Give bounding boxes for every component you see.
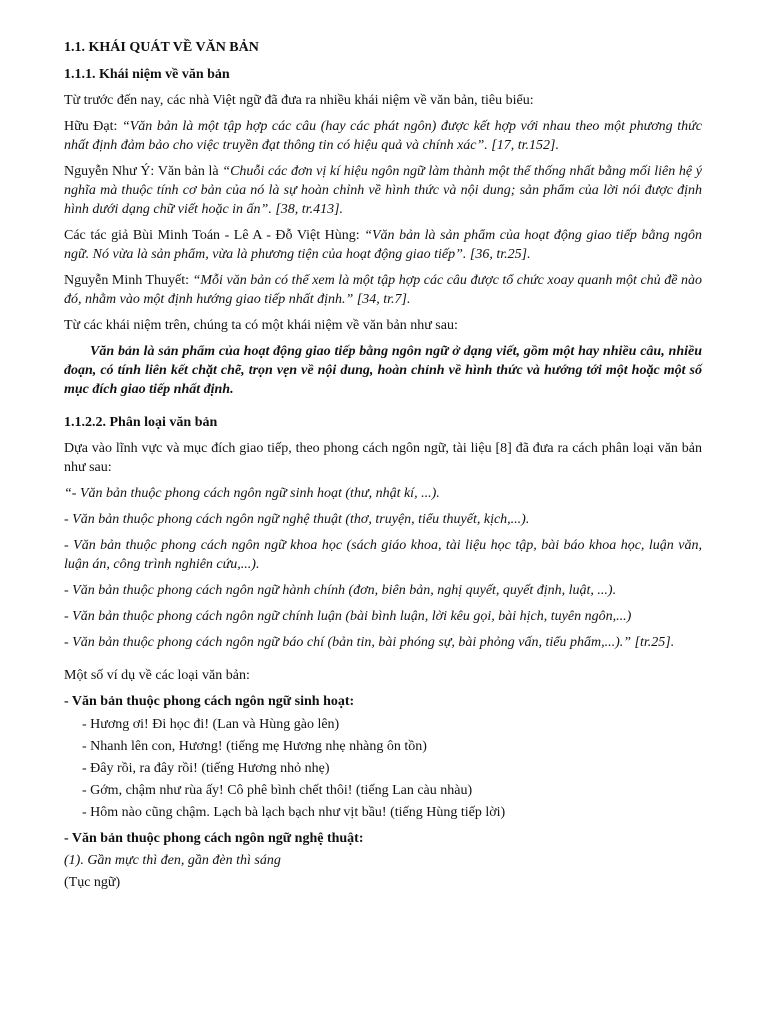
definition-quote: “Chuỗi các đơn vị kí hiệu ngôn ngữ làm thành một thể thống nhất bằng mối liên hệ ý nghĩa mà thuộc tính cơ bản của nó là sự hoàn chỉnh về hình thức và nội dung; sản phẩm của lời nói được định hình dưới dạng chữ viết hoặc in ấn”. [38, tr.413].	[64, 164, 702, 217]
definition-author: Hữu Đạt:	[64, 119, 122, 134]
type-item: - Văn bản thuộc phong cách ngôn ngữ nghệ thuật (thơ, truyện, tiểu thuyết, kịch,...).	[64, 512, 530, 527]
proverb-source: (Tục ngữ)	[64, 875, 121, 890]
subsection-heading-classification: 1.1.2.2. Phân loại văn bản	[64, 415, 218, 430]
definition-author: Nguyễn Minh Thuyết:	[64, 273, 193, 288]
dialogue-line: - Đây rồi, ra đây rồi! (tiếng Hương nhỏ nhẹ)	[82, 761, 330, 776]
type-item: - Văn bản thuộc phong cách ngôn ngữ khoa học (sách giáo khoa, tài liệu học tập, bài báo khoa học, luận văn, luận án, công trình nghiên cứu,...).	[64, 538, 702, 572]
summary-definition: Văn bản là sản phẩm của hoạt động giao tiếp bằng ngôn ngữ ở dạng viết, gồm một hay nhiều câu, nhiều đoạn, có tính liên kết chặt chẽ, trọn vẹn về nội dung, hoàn chỉnh về hình thức và hướng tới một hoặc một số mục đích giao tiếp nhất định.	[64, 344, 702, 397]
definition-huu-dat	[64, 117, 702, 155]
classification-intro: Dựa vào lĩnh vực và mục đích giao tiếp, theo phong cách ngôn ngữ, tài liệu [8] đã đưa ra cách phân loại văn bản như sau:	[64, 441, 702, 475]
examples-intro: Một số ví dụ về các loại văn bản:	[64, 668, 250, 683]
definition-quote: “Văn bản là sản phẩm của hoạt động giao tiếp bằng ngôn ngữ. Nó vừa là sản phẩm, vừa là phương tiện của hoạt động giao tiếp”. [36, tr.25].	[64, 228, 703, 262]
section-heading: 1.1. KHÁI QUÁT VỀ VĂN BẢN	[64, 40, 259, 55]
definition-quote: “Mỗi văn bản có thể xem là một tập hợp các câu được tổ chức xoay quanh một chủ đề nào đó, nhằm vào một định hướng giao tiếp nhất định.” [34, tr.7].	[64, 273, 702, 307]
dialogue-line: - Hương ơi! Đi học đi! (Lan và Hùng gào lên)	[82, 717, 340, 732]
type-item: - Văn bản thuộc phong cách ngôn ngữ hành chính (đơn, biên bản, nghị quyết, quyết định, luật, ...).	[64, 583, 617, 598]
definition-author: Nguyễn Như Ý: Văn bản là	[64, 164, 223, 179]
summary-intro: Từ các khái niệm trên, chúng ta có một khái niệm về văn bản như sau:	[64, 318, 458, 333]
definition-quote: “Văn bản là một tập hợp các câu (hay các phát ngôn) được kết hợp với nhau theo một phương thức nhất định đảm bảo cho việc truyền đạt thông tin có hiệu quả và chính xác”. [17, tr.152].	[64, 119, 702, 153]
dialogue-line: - Gớm, chậm như rùa ấy! Cô phê bình chết thôi! (tiếng Lan càu nhàu)	[82, 783, 473, 798]
example-dialogue-list	[64, 715, 702, 822]
example-heading-daily-life: - Văn bản thuộc phong cách ngôn ngữ sinh hoạt:	[64, 694, 355, 709]
definition-nguyen-minh-thuyet	[64, 271, 702, 309]
proverb-line: (1). Gần mực thì đen, gần đèn thì sáng	[64, 853, 281, 868]
example-heading-art: - Văn bản thuộc phong cách ngôn ngữ nghệ thuật:	[64, 831, 364, 846]
document-page	[64, 38, 702, 892]
type-item: - Văn bản thuộc phong cách ngôn ngữ chính luận (bài bình luận, lời kêu gọi, bài hịch, tuyên ngôn,...)	[64, 609, 632, 624]
dialogue-line: - Nhanh lên con, Hương! (tiếng mẹ Hương nhẹ nhàng ôn tồn)	[82, 739, 427, 754]
definition-nguyen-nhu-y	[64, 162, 702, 219]
type-item: - Văn bản thuộc phong cách ngôn ngữ báo chí (bản tin, bài phóng sự, bài phỏng vấn, tiểu phẩm,...).” [tr.25].	[64, 635, 675, 650]
definition-author: Các tác giả Bùi Minh Toán - Lê A - Đỗ Việt Hùng:	[64, 228, 365, 243]
dialogue-line: - Hôm nào cũng chậm. Lạch bà lạch bạch như vịt bầu! (tiếng Hùng tiếp lời)	[82, 805, 506, 820]
type-item: “- Văn bản thuộc phong cách ngôn ngữ sinh hoạt (thư, nhật kí, ...).	[64, 486, 440, 501]
definition-bui-minh-toan	[64, 226, 702, 264]
intro-paragraph: Từ trước đến nay, các nhà Việt ngữ đã đưa ra nhiều khái niệm về văn bản, tiêu biểu:	[64, 93, 534, 108]
subsection-heading-concept: 1.1.1. Khái niệm về văn bản	[64, 67, 230, 82]
